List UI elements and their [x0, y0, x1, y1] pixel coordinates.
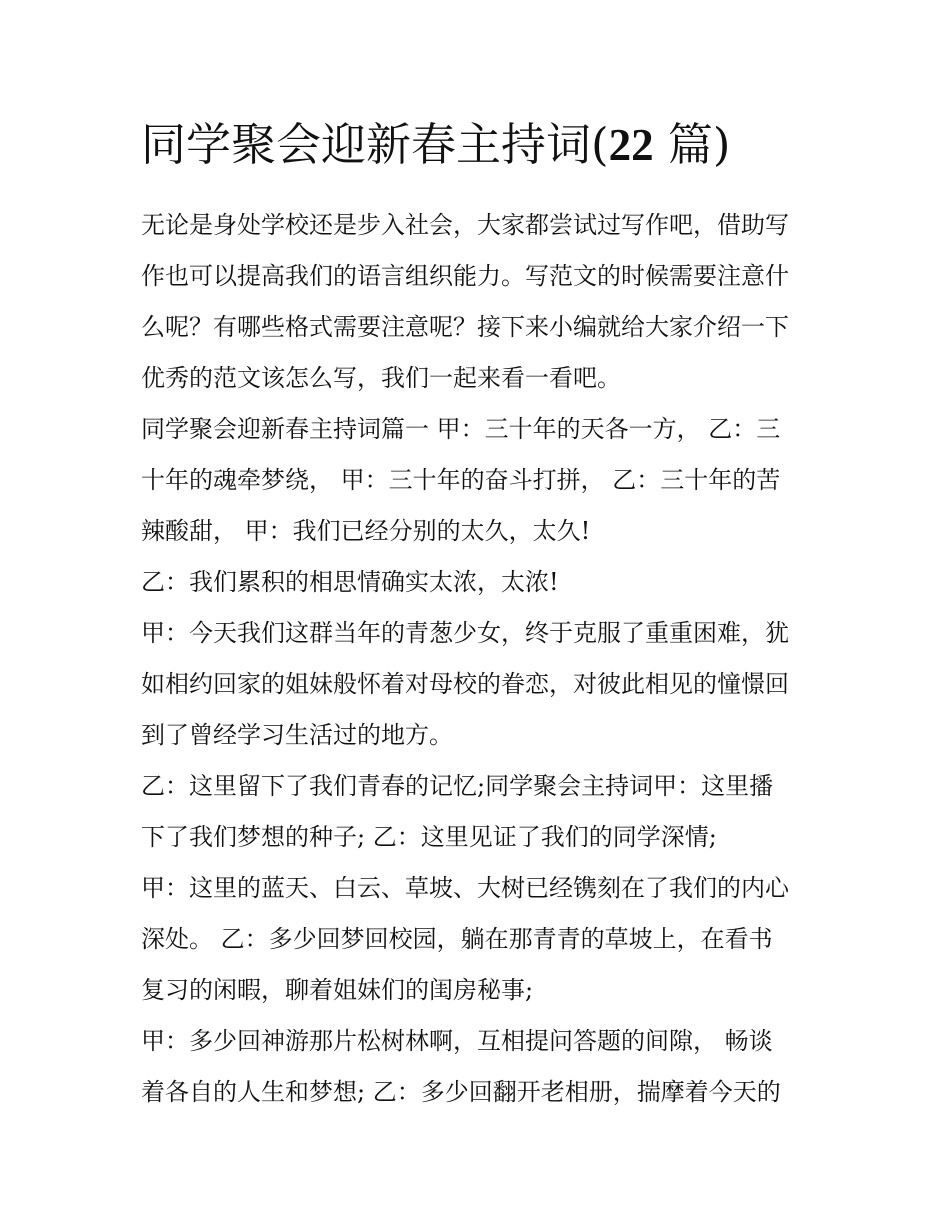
title-end: 篇): [653, 118, 731, 171]
text-line: 乙：这里留下了我们青春的记忆;同学聚会主持词甲：这里播: [141, 772, 774, 800]
text-line: 甲：多少回神游那片松树林啊，互相提问答题的间隙， 畅谈: [141, 1027, 773, 1055]
text-line: 如相约回家的姐妹般怀着对母校的眷恋，对彼此相见的憧憬回: [141, 670, 789, 698]
text-line: 复习的闲暇，聊着姐妹们的闺房秘事;: [141, 976, 534, 1004]
text-line: 辣酸甜， 甲：我们已经分别的太久，太久!: [141, 517, 591, 545]
title-main: 同学聚会迎新春主持词(: [141, 118, 609, 171]
text-line: 十年的魂牵梦绕， 甲：三十年的奋斗打拼， 乙：三十年的苦: [141, 466, 781, 494]
text-line: 乙：我们累积的相思情确实太浓，太浓!: [141, 568, 559, 596]
document-title: [141, 113, 841, 177]
text-line: 甲：这里的蓝天、白云、草坡、大树已经镌刻在了我们的内心: [141, 874, 789, 902]
text-line: 着各自的人生和梦想; 乙：多少回翻开老相册，揣摩着今天的: [141, 1078, 781, 1106]
text-line: 作也可以提高我们的语言组织能力。写范文的时候需要注意什: [141, 262, 789, 290]
text-line: 甲：今天我们这群当年的青葱少女，终于克服了重重困难，犹: [141, 619, 789, 647]
text-line: 下了我们梦想的种子; 乙：这里见证了我们的同学深情;: [141, 823, 717, 851]
text-line: 同学聚会迎新春主持词篇一 甲：三十年的天各一方， 乙：三: [141, 415, 781, 443]
document-body: [141, 200, 816, 1118]
text-line: 无论是身处学校还是步入社会，大家都尝试过写作吧，借助写: [141, 211, 789, 239]
title-number: 22: [608, 120, 654, 170]
text-line: 深处。 乙：多少回梦回校园，躺在那青青的草坡上，在看书: [141, 925, 773, 953]
text-line: 优秀的范文该怎么写，我们一起来看一看吧。: [141, 364, 621, 392]
text-line: 到了曾经学习生活过的地方。: [141, 721, 453, 749]
text-line: 么呢？有哪些格式需要注意呢？接下来小编就给大家介绍一下: [141, 313, 789, 341]
